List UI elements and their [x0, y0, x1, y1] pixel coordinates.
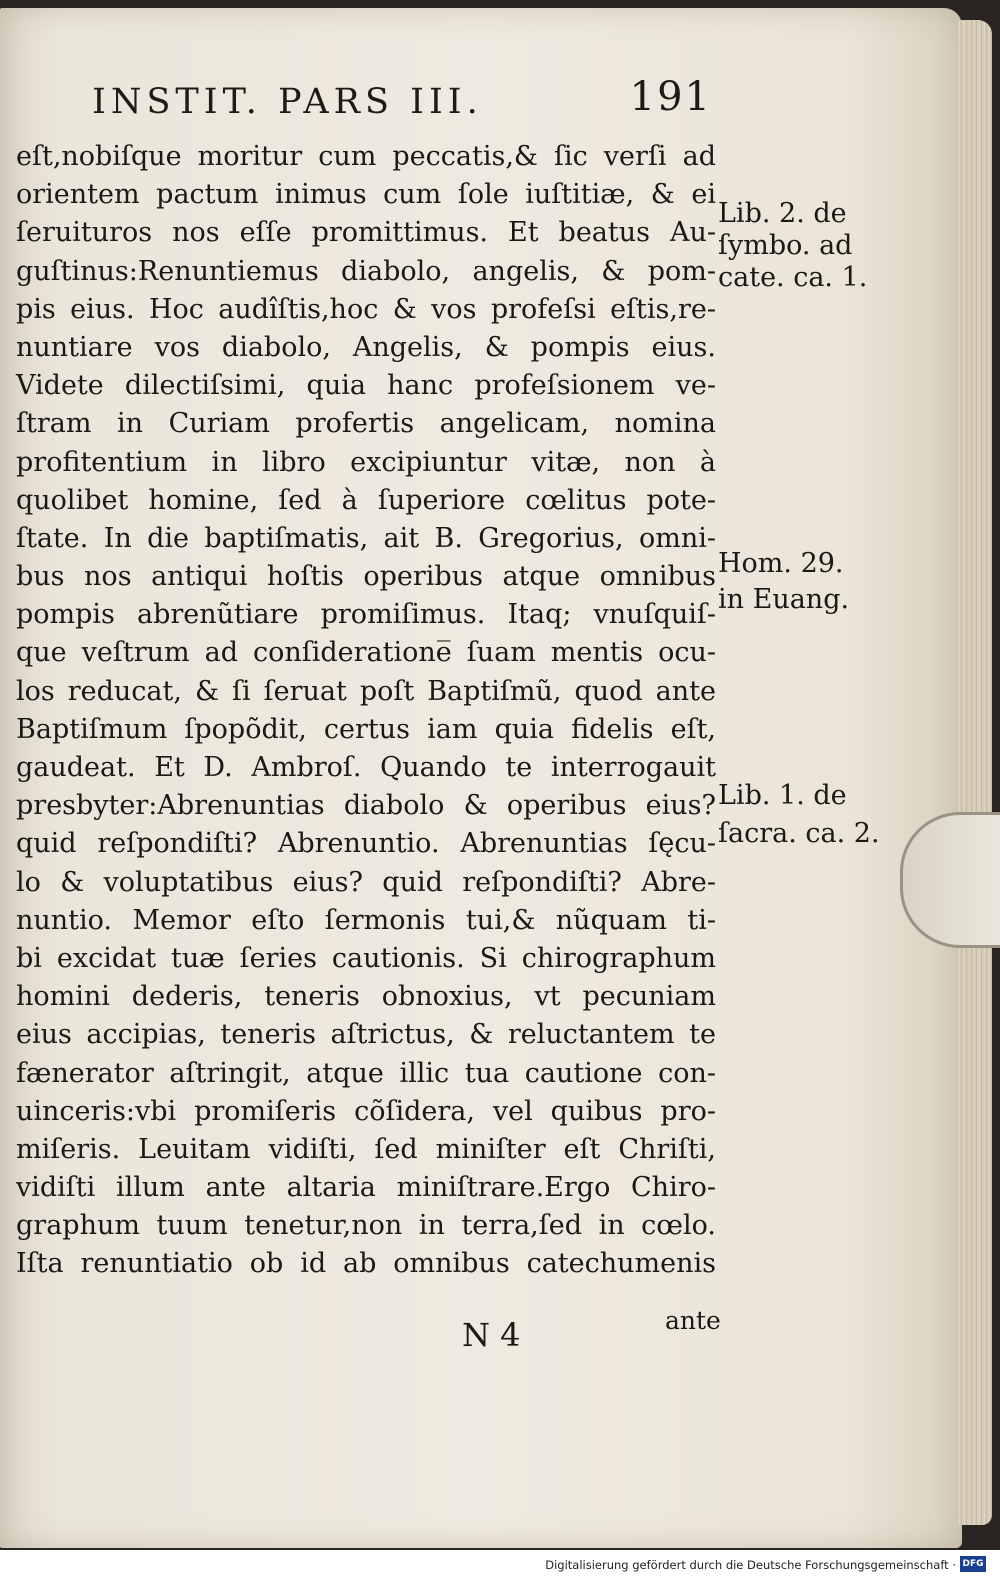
- page-edges: [958, 20, 992, 1525]
- margin-line: in Euang.: [718, 584, 850, 615]
- text-line: ſeruituros nos eſſe promittimus. Et beatus Au-: [16, 217, 716, 249]
- text-line: bus nos antiqui hoſtis operibus atque omnibus: [16, 561, 716, 593]
- text-line: homini dederis, teneris obnoxius, vt pecuniam: [16, 981, 716, 1013]
- text-line: lo & voluptatibus eius? quid reſpondiſti? Abre-: [16, 866, 716, 898]
- margin-note-lib1: [718, 780, 880, 856]
- margin-line: cate. ca. 1.: [718, 262, 868, 293]
- text-line: eſt,nobiſque moritur cum peccatis,& ſic verſi ad: [16, 141, 716, 172]
- catchword: ante: [665, 1306, 721, 1335]
- margin-line: Lib. 1. de: [718, 780, 847, 811]
- margin-line: ſacra. ca. 2.: [718, 818, 880, 849]
- margin-line: Hom. 29.: [718, 548, 844, 579]
- text-line: los reducat, & ſi ſeruat poſt Baptiſmũ, quod ante: [16, 675, 716, 707]
- book-clasp: [900, 812, 1000, 948]
- text-line: quolibet homine, ſed à ſuperiore cœlitus pote-: [16, 484, 716, 516]
- text-line: guſtinus:Renuntiemus diabolo, angelis, & pom-: [16, 255, 716, 287]
- text-line: graphum tuum tenetur,non in terra,ſed in cœlo.: [16, 1210, 716, 1242]
- page-header: [92, 74, 712, 134]
- text-line: pis eius. Hoc audîſtis,hoc & vos profeſsi eſtis,re-: [16, 293, 716, 325]
- text-line: eius accipias, teneris aſtrictus, & reluctantem te: [16, 1019, 716, 1051]
- margin-note-lib2: [718, 198, 866, 294]
- text-line: profitentium in libro excipiuntur vitæ, non à: [16, 446, 716, 478]
- text-line: pompis abrenũtiare promiſimus. Itaq; vnuſquiſ-: [16, 599, 716, 631]
- margin-line: Lib. 2. de: [718, 198, 847, 229]
- text-line: presbyter:Abrenuntias diabolo & operibus eius?: [16, 790, 716, 822]
- text-line: vidiſti illum ante altaria miniſtrare.Ergo Chiro-: [16, 1172, 716, 1204]
- dfg-logo: DFG: [960, 1556, 986, 1572]
- text-line: bi excidat tuæ ſeries cautionis. Si chirographum: [16, 942, 716, 974]
- margin-note-hom29: [718, 548, 866, 620]
- footer-credit: Digitalisierung gefördert durch die Deutsche Forschungsgemeinschaft ·: [545, 1558, 956, 1572]
- text-line: que veſtrum ad conſideratione̅ ſuam mentis ocu-: [16, 637, 716, 669]
- body-text: [16, 138, 716, 1284]
- text-line: miſeris. Leuitam vidiſti, ſed miniſter eſt Chriſti,: [16, 1133, 716, 1165]
- text-line: Iſta renuntiatio ob id ab omnibus catechumenis: [16, 1248, 716, 1280]
- margin-line: ſymbo. ad: [718, 230, 853, 261]
- text-line: Videte dilectiſsimi, quia hanc profeſsionem ve-: [16, 370, 716, 402]
- running-head: INSTIT. PARS III.: [92, 82, 483, 122]
- text-line: nuntiare vos diabolo, Angelis, & pompis eius.: [16, 331, 716, 363]
- page-number: 191: [629, 74, 712, 120]
- text-line: gaudeat. Et D. Ambroſ. Quando te interrogauit: [16, 752, 716, 783]
- text-line: Baptiſmum ſpopõdit, certus iam quia fidelis eſt,: [16, 713, 716, 745]
- text-line: orientem pactum inimus cum ſole iuſtitiæ, & ei: [16, 179, 716, 211]
- text-line: quid reſpondiſti? Abrenuntio. Abrenuntias ſęcu-: [16, 828, 716, 860]
- text-line: ſtate. In die baptiſmatis, ait B. Gregorius, omni-: [16, 522, 716, 554]
- footer-bar: [0, 1550, 1000, 1581]
- text-line: fænerator aſtringit, atque illic tua cautione con-: [16, 1057, 716, 1089]
- signature-mark: N 4: [462, 1316, 521, 1354]
- text-line: uinceris:vbi promiſeris cõſidera, vel quibus pro-: [16, 1095, 716, 1127]
- text-line: ſtram in Curiam profertis angelicam, nomina: [16, 408, 716, 440]
- text-line: nuntio. Memor eſto ſermonis tui,& nũquam ti-: [16, 904, 716, 936]
